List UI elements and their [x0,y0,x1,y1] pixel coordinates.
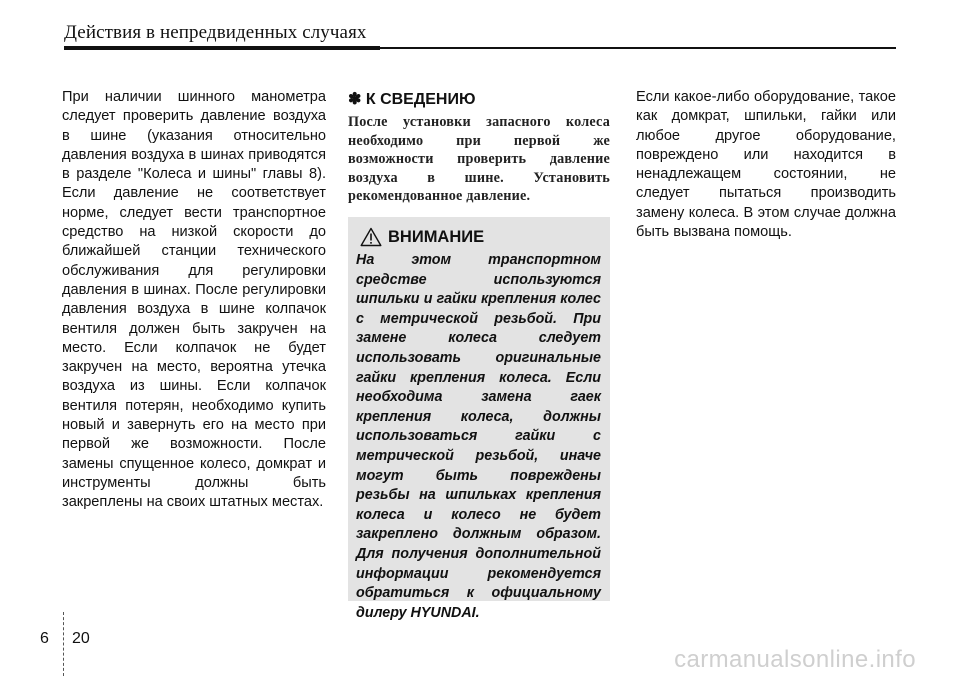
warning-body: На этом транспортном средстве используются шпильки и гайки крепления колес с метрической резьбой. При замене колеса следует использовать оригинальные гайки крепления колеса. Если необходима замена гаек крепления колеса, должны использоваться гайки с метрической резьбой, иначе могут быть повреждены резьбы на шпильках крепления колеса и колесо не будет закреплено должным образом. Для получения дополнительной информации рекомендуется обратиться к официальному дилеру HYUNDAI. [356,252,601,621]
watermark-text: carmanualsonline.info [674,646,916,673]
note-heading: ✽ К СВЕДЕНИЮ [348,91,476,108]
warning-box [348,217,610,621]
right-column-text: Если какое-либо оборудование, такое как домкрат, шпильки, гайки или любое другое оборудование, повреждено или находится в ненадлежащем состоянии, не следует пытаться производить замену колеса. В этом случае должна быть вызвана помощь. [636,89,896,241]
note-body: После установки запасного колеса необходимо при первой же возможности проверить давление воздуха в шине. Установить рекомендованное давление. [348,114,610,205]
page-header-title: Действия в непредвиденных случаях [64,22,367,43]
section-number: 6 [40,630,49,647]
header-rule-thick [64,46,380,50]
header-rule-thin [380,47,896,49]
page-number: 20 [72,630,90,647]
warning-triangle-icon [360,227,382,247]
footer-divider [63,612,64,676]
warning-header [360,227,601,247]
warning-title: ВНИМАНИЕ [388,227,485,246]
note-section [348,90,610,206]
left-column-text: При наличии шинного манометра следует проверить давление воздуха в шине (указания относительно давления воздуха в шинах приводятся в разделе "Колеса и шины" главы 8). Если давление не соответствует норме, следует вести транспортное средство на низкой скорости до ближайшей станции технического обслуживания для регулировки давления в шинах. После регулировки давления воздуха в шине колпачок вентиля должен быть закручен на место. Если колпачок не будет закручен на место, вероятна утечка воздуха из шины. Если колпачок вентиля потерян, необходимо купить новый и завернуть его на место при первой же возможности. После замены спущенное колесо, домкрат и инструменты должны быть закреплены на своих штатных местах. [62,89,326,511]
